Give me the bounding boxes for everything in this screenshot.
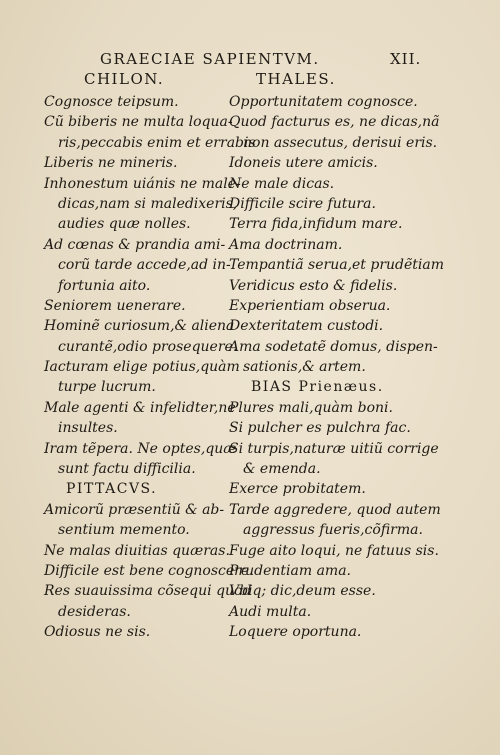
text-line: aggressus fueris,cõfirma. [243,522,423,539]
text-line: Idoneis utere amicis. [229,155,378,172]
text-line: curantẽ,odio prosequere. [58,338,238,355]
text-line: Si turpis,naturæ uitiũ corrige [229,440,439,457]
text-line: Experientiam obserua. [229,297,391,314]
text-line: Fuge aito loqui, ne fatuus sis. [229,542,439,559]
text-line: Amicorũ præsentiũ & ab- [44,501,225,518]
text-line: sunt factu difficilia. [58,461,196,478]
text-line: Ama sodetatẽ domus, dispen- [229,338,438,355]
text-line: Terra fida,infidum mare. [229,216,403,233]
text-line: Difficile est bene cognoscere. [44,562,254,579]
text-line: Ne male dicas. [229,175,335,192]
text-line: audies quæ nolles. [58,216,191,233]
text-line: Audi multa. [229,603,312,620]
text-line: Vbiq; dic,deum esse. [229,583,376,600]
section-heading-bias: BIAS Prienæus. [251,379,384,396]
text-line: sationis,& artem. [243,359,366,376]
text-line: Ad cœnas & prandia ami- [44,236,226,253]
left-column [44,92,256,643]
text-line: Tarde aggredere, quod autem [229,501,441,518]
column-heading-chilon: CHILON. [84,70,165,88]
text-line: Res suauissima cõsequi quod [44,583,252,600]
text-line: Liberis ne mineris. [44,155,178,172]
text-line: Male agenti & infelidter,ne [44,399,236,416]
text-line: insultes. [58,420,118,437]
text-line: Si pulcher es pulchra fac. [229,420,411,437]
text-line: Cognosce teipsum. [44,94,179,110]
folio-number: XII. [390,50,422,68]
text-line: Plures mali,quàm boni. [229,399,393,416]
text-line: Prudentiam ama. [229,562,351,579]
text-line: Inhonestum uiánis ne male- [44,175,241,192]
text-line: Difficile scire futura. [229,195,376,212]
text-line: turpe lucrum. [58,379,156,396]
text-line: fortunia aito. [58,277,151,294]
text-line: Exerce probitatem. [229,481,366,498]
text-line: Iacturam elige potius,quàm [44,359,240,376]
text-line: Seniorem uenerare. [44,297,186,314]
section-heading-pittacus: PITTACVS. [66,481,158,498]
text-line: & emenda. [243,461,321,478]
text-line: desideras. [58,603,131,620]
text-line: Ama doctrinam. [229,236,343,253]
column-heading-thales: THALES. [256,70,336,88]
text-line: Dexteritatem custodi. [229,318,384,335]
text-line: Hominẽ curiosum,& aliena [44,318,235,335]
text-line: Tempantiã serua,et prudẽtiam [229,257,445,274]
running-title: GRAECIAE SAPIENTVM. [100,50,320,68]
text-line: Odiosus ne sis. [44,624,151,641]
text-line: Veridicus esto & fidelis. [229,277,398,294]
text-line: non assecutus, derisui eris. [243,134,438,151]
text-line: dicas,nam si maledixeris, [58,195,238,212]
text-line: Cũ biberis ne multa loqua- [44,114,233,131]
right-column [229,92,445,643]
text-line: sentium memento. [58,522,190,539]
text-line: ris,peccabis enim et errabis [58,134,256,151]
text-line: Ne malas diuitias quæras. [44,542,230,559]
text-line: Iram tẽpera. Ne optes,quæ [44,440,237,457]
text-line: Quod facturus es, ne dicas,nã [229,114,440,131]
text-line: Opportunitatem cognosce. [229,94,418,110]
text-line: corũ tarde accede,ad in- [58,257,231,274]
text-line: Loquere oportuna. [229,624,362,641]
